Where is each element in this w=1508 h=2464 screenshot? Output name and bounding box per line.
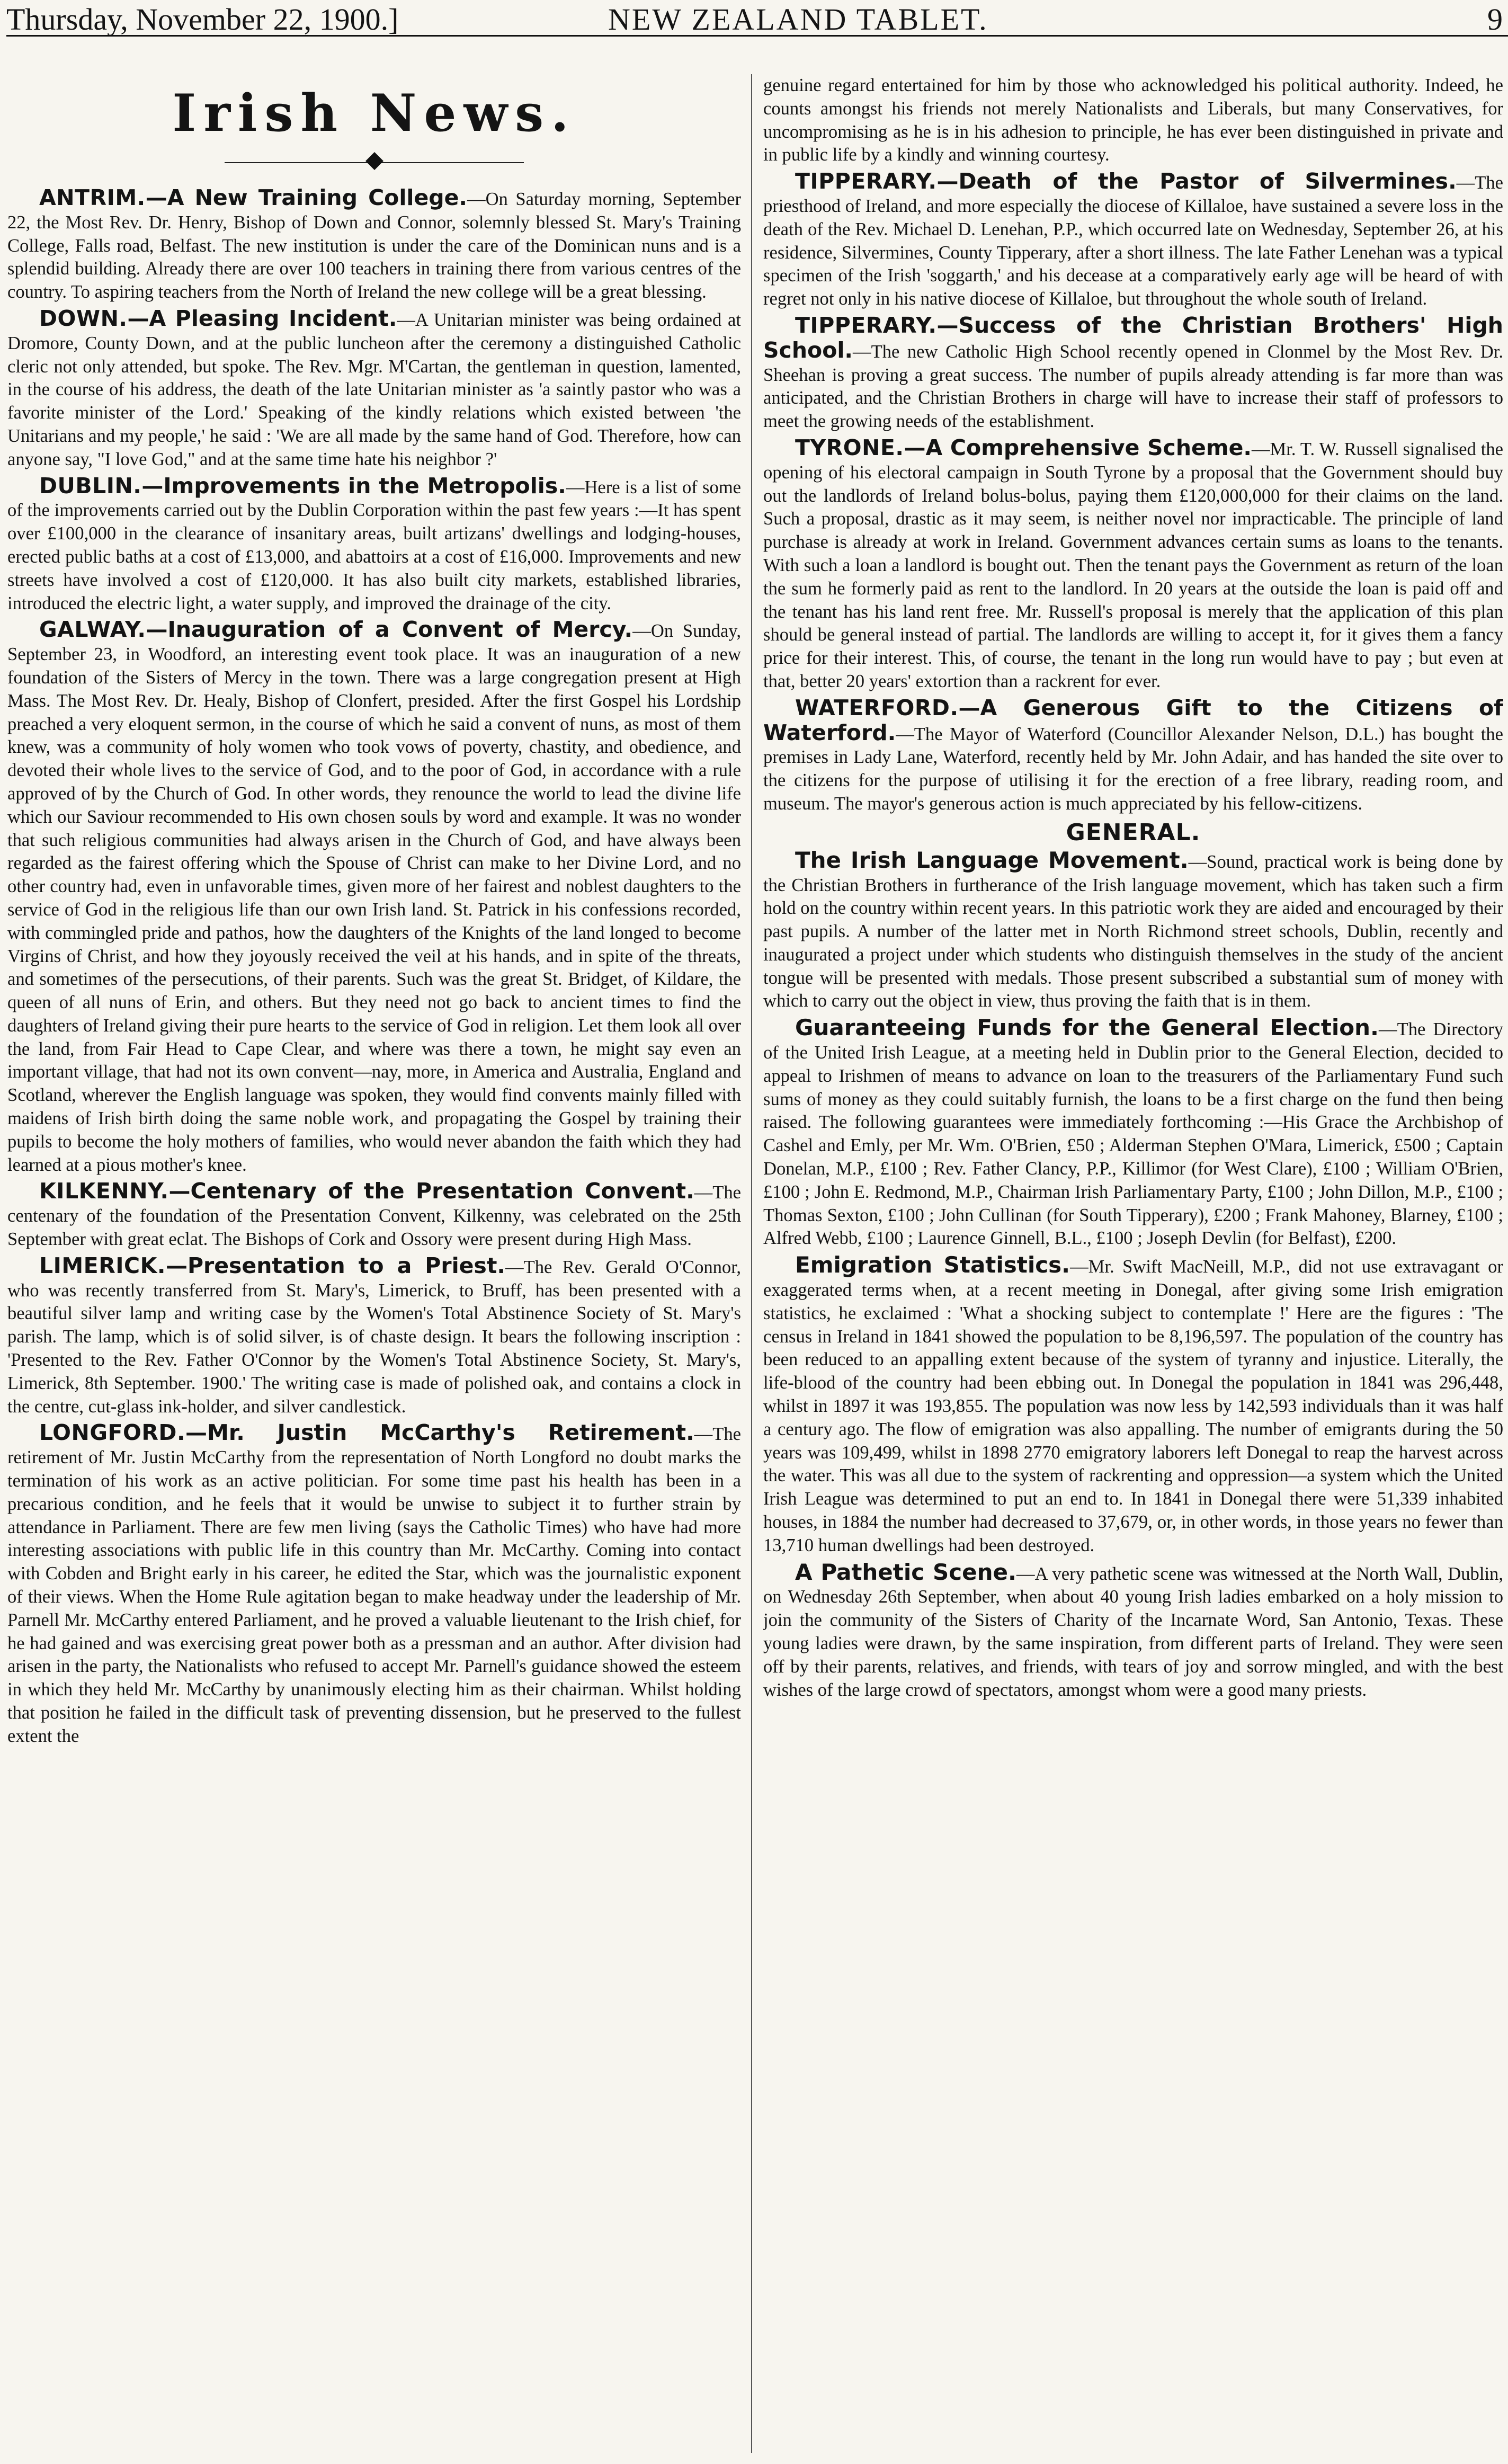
- general-heading: GENERAL.: [1066, 819, 1201, 846]
- article-body: —The retirement of Mr. Justin McCarthy from the representation of North Longford no doubt marks the termination of his work as an active politician. For some time past his health has been in a precarious condition, and he feels that it would be unwise to subject it to further strain by attendance in Parliament. There are few men living (says the Catholic Times) who have had more interesting associations with public life in this country than Mr. McCarthy. Coming into contact with Cobden and Bright early in his career, he edited the Star, which was the journalistic exponent of their views. When the Home Rule agitation began to make headway under the leadership of Mr. Parnell Mr. McCarthy entered Parliament, and he proved a valuable lieutenant to the Irish chief, for he had gained and was exercising great power both as a pressman and an author. After division had arisen in the party, the Nationalists who refused to accept Mr. Parnell's guidance showed the esteem in which they held Mr. McCarthy by unanimously electing him as their chairman. Whilst holding that position he failed in the difficult task of preventing dissension, but he preserved to the fullest extent the: [7, 1424, 741, 1746]
- news-article: [763, 849, 1503, 1013]
- article-body: —The Directory of the United Irish League, at a meeting held in Dublin prior to the General Election, decided to appeal to Irishmen of means to advance on loan to the treasurers of the Parliamentary Fund such sums of money as they could suitably furnish, the loans to be a first charge on the fund then being raised. The following guarantees were immediately forthcoming :—His Grace the Archbishop of Cashel and Emly, per Mr. Wm. O'Brien, £50 ; Alderman Stephen O'Mara, Limerick, £500 ; Captain Donelan, M.P., £100 ; Rev. Father Clancy, P.P., Killimor (for West Clare), £100 ; William O'Brien, £100 ; John E. Redmond, M.P., Chairman Irish Parliamentary Party, £100 ; John Dillon, M.P., £100 ; Thomas Sexton, £100 ; John Cullinan (for South Tipperary), £200 ; Frank Mahoney, Blarney, £100 ; Alfred Webb, £100 ; Laurence Ginnell, B.L., £100 ; Joseph Devlin (for Belfast), £200.: [763, 1019, 1503, 1249]
- news-article: [763, 314, 1503, 433]
- article-headline: Emigration Statistics.: [795, 1252, 1070, 1278]
- article-county: WATERFORD.: [795, 695, 959, 720]
- article-body: —On Saturday morning, September 22, the Most Rev. Dr. Henry, Bishop of Down and Connor, solemnly blessed St. Mary's Training College, Falls road, Belfast. The new institution is under the care of the Dominican nuns and is a splendid building. Already there are over 100 teachers in training there from various centres of the country. To aspiring teachers from the North of Ireland the new college will be a great blessing.: [7, 189, 741, 303]
- right-column: [763, 74, 1503, 2453]
- news-article: [7, 186, 741, 304]
- article-headline: —Centenary of the Presentation Convent.: [168, 1178, 694, 1204]
- article-body: —Mr. Swift MacNeill, M.P., did not use extravagant or exaggerated terms when, at a recent meeting in Donegal, after giving some Irish emigration statistics, he exclaimed : 'What a shocking subject to contemplate !' Here are the figures : 'The census in Ireland in 1841 showed the population to be 8,196,597. The population of the country has been reduced to an appalling extent because of the system of tyranny and injustice. Literally, the life-blood of the country had been ebbing out. In Donegal the population in 1841 was 296,448, whilst in 1897 it was 193,855. The population was now less by 142,593 individuals than it was half a century ago. The flow of emigration was also appalling. The number of emigrants during the 50 years was 109,499, whilst in 1898 2770 emigratory laborers left Donegal to reap the harvest across the water. This was all due to the system of rackrenting and oppression—a system which the United Irish League was determined to put an end to. In 1841 in Donegal there were 51,339 inhabited houses, in 1884 the number had decreased to 37,679, or, in other words, in those years no fewer than 13,710 human dwellings had been destroyed.: [763, 1257, 1503, 1555]
- article-county: KILKENNY.: [39, 1178, 169, 1204]
- news-article: [7, 1180, 741, 1251]
- article-county: TYRONE.: [795, 434, 904, 460]
- news-article: [7, 475, 741, 616]
- article-headline: A Pathetic Scene.: [795, 1559, 1016, 1585]
- article-county: DOWN.: [39, 305, 128, 331]
- article-body: —The Mayor of Waterford (Councillor Alexander Nelson, D.L.) has bought the premises in Lady Lane, Waterford, recently held by Mr. John Adair, and has handed the site over to the citizens for the purpose of utilising it for the erection of a free library, reading room, and museum. The mayor's generous action is much appreciated by his fellow-citizens.: [763, 724, 1503, 814]
- article-headline: —Mr. Justin McCarthy's Retirement.: [185, 1420, 694, 1446]
- article-body: —Mr. T. W. Russell signalised the opening of his electoral campaign in South Tyrone by a proposal that the Government should buy out the landlords of Ireland bolus-bolus, paying them £120,000,000 for their claims on the land. Such a proposal, drastic as it may seem, is neither novel nor impracticable. The principle of land purchase is already at work in Ireland. Government advances certain sums as loans to the tenants. With such a loan a landlord is bought out. Then the tenant pays the Government as return of the loan the sum he formerly paid as rent to the landlord. In 20 years at the outside the loan is paid off and the tenant has his land rent free. Mr. Russell's proposal is merely that the application of this plan should be general instead of partial. The landlords are willing to accept it, for it gives them a fancy price for their interest. This, of course, the tenant in the long run would have to pay ; but even at that, better 20 years' extortion than a rackrent for ever.: [763, 439, 1503, 691]
- left-column: [7, 79, 741, 2458]
- article-county: DUBLIN.: [39, 473, 142, 499]
- article-headline: —Death of the Pastor of Silvermines.: [936, 168, 1457, 194]
- article-headline: —A New Training College.: [145, 185, 467, 210]
- article-body: —The centenary of the foundation of the Presentation Convent, Kilkenny, was celebrated on the 25th September with great eclat. The Bishops of Cork and Ossory were present during High Mass.: [7, 1182, 741, 1250]
- issue-date: Thursday, November 22, 1900.]: [6, 2, 399, 37]
- article-county: LIMERICK.: [39, 1252, 166, 1278]
- article-body: —On Sunday, September 23, in Woodford, an interesting event took place. It was an inauguration of a new foundation of the Sisters of Mercy in the town. There was a large congregation present at High Mass. The Most Rev. Dr. Healy, Bishop of Clonfert, presided. After the first Gospel his Lordship preached a very eloquent sermon, in the course of which he said a convent of nuns, as most of them knew, was a community of holy women who took vows of poverty, chastity, and obedience, and devoted their whole lives to the service of God, and to the poor of God, in accordance with a rule approved of by the Church of God. In other words, they renounce the world to lead the divine life which our Saviour recommended to His own chosen souls by word and example. It was no wonder that such religious communities had always arisen in the Church of God, and have always been regarded as the fairest offering which the Spouse of Christ can make to her Divine Lord, and no other country had, even in unfavorable times, given more of her fairest and noblest daughters to the service of God in the religious life than our own Irish land. St. Patrick in his confessions recorded, with commingled pride and pathos, how the daughters of the Knights of the land longed to become Virgins of Christ, and how they joyously received the veil at his hands, and in spite of the threats, and sometimes of the persecutions, of their parents. Such was the great St. Bridget, of Kildare, the queen of all nuns of Erin, and others. But they need not go back to ancient times to find the daughters of Ireland giving their pure hearts to the service of God in religion. Let them look all over the land, from Fair Head to Cape Clear, and where was there a town, he might say even an important village, that had not its own convent—nay, more, in America and Australia, England and Scotland, wherever the English language was spoken, they would find convents mainly filled with maidens of Irish birth doing the same noble work, and propagating the Gospel by training their pupils to become the holy mothers of families, who would never abandon the faith which they had learned at a pious mother's knee.: [7, 621, 741, 1175]
- article-county: GALWAY.: [39, 617, 146, 643]
- article-headline: —Improvements in the Metropolis.: [141, 473, 566, 499]
- article-body: —A very pathetic scene was witnessed at the North Wall, Dublin, on Wednesday 26th September, when about 40 young Irish ladies embarked on a holy mission to join the community of the Sisters of Charity of the Incarnate Word, San Antonio, Texas. These young ladies were drawn, by the same inspiration, from different parts of Ireland. They were seen off by their parents, relatives, and friends, with tears of joy and sorrow mingled, and with the best wishes of the large crowd of spectators, amongst whom were a good many priests.: [763, 1563, 1503, 1700]
- news-article: [763, 1253, 1503, 1557]
- article-county: ANTRIM.: [39, 185, 146, 210]
- article-body: —The Rev. Gerald O'Connor, who was recently transferred from St. Mary's, Limerick, to Bruff, has been presented with a beautiful silver lamp and writing case by the Women's Total Abstinence Society of St. Mary's parish. The lamp, which is of solid silver, is of chaste design. It bears the following inscription : 'Presented to the Rev. Father O'Connor by the Women's Total Abstinence Society, St. Mary's, Limerick, 8th September. 1900.' The writing case is made of polished oak, and contains a clock in the centre, cut-glass ink-holder, and silver candlestick.: [7, 1257, 741, 1417]
- article-headline: Guaranteeing Funds for the General Election.: [795, 1015, 1379, 1041]
- news-article: [763, 1561, 1503, 1702]
- news-article: [7, 1252, 741, 1419]
- header-rule: [6, 35, 1508, 37]
- diamond-ornament-icon: [365, 152, 383, 170]
- page-number: 9: [1487, 2, 1503, 37]
- article-headline: —Success of the Christian Brothers' High School.: [763, 312, 1503, 363]
- article-county: TIPPERARY.: [795, 312, 937, 338]
- news-article: [763, 697, 1503, 816]
- newspaper-title: NEW ZEALAND TABLET.: [608, 2, 988, 37]
- article-headline: —Inauguration of a Convent of Mercy.: [146, 617, 633, 643]
- article-headline: —A Comprehensive Scheme.: [904, 434, 1252, 460]
- news-article: [7, 618, 741, 1177]
- article-body: —The new Catholic High School recently opened in Clonmel by the Most Rev. Dr. Sheehan is proving a great success. The number of pupils already attending is far more than was anticipated, and the Christian Brothers in charge will have to increase their staff of professors to meet the growing needs of the establishment.: [763, 341, 1503, 432]
- article-county: TIPPERARY.: [795, 168, 937, 194]
- article-headline: The Irish Language Movement.: [795, 847, 1189, 873]
- continued-article-text: genuine regard entertained for him by those who acknowledged his political authority. Indeed, he counts amongst his friends not merely Nationalists and Liberals, but many Conservatives, for uncompromising as he is in his adhesion to principle, he has ever been distinguished in private and in public life by a kindly and winning courtesy.: [763, 75, 1503, 165]
- news-article: [763, 434, 1503, 693]
- masthead: [6, 0, 1508, 38]
- news-article: [763, 170, 1503, 311]
- article-headline: —A Pleasing Incident.: [127, 305, 397, 331]
- news-article: [7, 1421, 741, 1748]
- article-body: —A Unitarian minister was being ordained at Dromore, County Down, and at the public luncheon after the ceremony a distinguished Catholic cleric not only attended, but spoke. The Rev. Mgr. M'Cartan, the gentleman in question, lamented, in the course of his address, the death of the late Unitarian minister as 'a saintly pastor who was a favorite minister of the Lord.' Speaking of the kindly relations which existed between 'the Unitarians and my people,' he said : 'We are all made by the same hand of God. Therefore, how can anyone say, "I love God," and at the same time hate his neighbor ?': [7, 309, 741, 469]
- news-article: [7, 307, 741, 472]
- title-ornament: [7, 147, 741, 179]
- section-title: Irish News.: [172, 83, 576, 143]
- article-county: LONGFORD.: [39, 1420, 186, 1446]
- news-article: [763, 1016, 1503, 1250]
- article-body: —Here is a list of some of the improvements carried out by the Dublin Corporation within the past few years :—It has spent over £100,000 in the clearance of insanitary areas, built artizans' dwellings and lodging-houses, erected public baths at a cost of £13,000, and abattoirs at a cost of £16,000. Improvements and new streets have involved a cost of £120,000. It has also built city markets, established libraries, introduced the electric light, a water supply, and improved the drainage of the city.: [7, 477, 741, 613]
- article-headline: —A Generous Gift to the Citizens of Waterford.: [763, 695, 1503, 745]
- article-body: —The priesthood of Ireland, and more especially the diocese of Killaloe, have sustained a severe loss in the death of the Rev. Michael D. Lenehan, P.P., which occurred late on Wednesday, September 26, at his residence, Silvermines, County Tipperary, after a short illness. The late Father Lenehan was a typical specimen of the Irish 'soggarth,' and his decease at a comparatively early age will be heard of with regret not only in his native diocese of Killaloe, but throughout the whole south of Ireland.: [763, 173, 1503, 309]
- article-headline: —Presentation to a Priest.: [165, 1252, 506, 1278]
- article-body: —Sound, practical work is being done by the Christian Brothers in furtherance of the Irish language movement, which has taken such a firm hold on the country within recent years. In this patriotic work they are aided and encouraged by their past pupils. A number of the latter met in North Richmond street schools, Dublin, recently and inaugurated a project under which students who distinguish themselves in the study of the ancient tongue will be presented with medals. Those present subscribed a substantial sum of money with which to carry out the object in view, thus proving the faith that is in them.: [763, 851, 1503, 1011]
- column-divider: [751, 74, 752, 2453]
